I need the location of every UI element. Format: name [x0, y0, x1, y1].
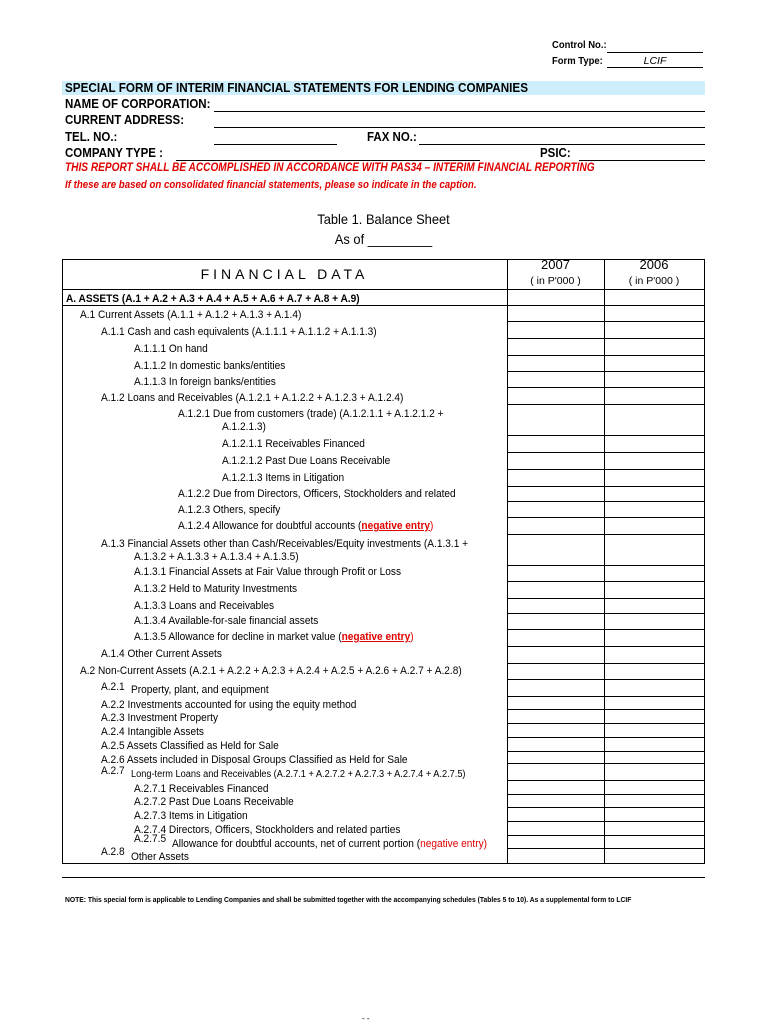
value-row-line [507, 469, 704, 470]
form-type-label: Form Type: [552, 55, 603, 67]
row-due-from-customers: A.1.2.1 Due from customers (trade) (A.1.2.1.1 + A.1.2.1.2 + [178, 408, 444, 420]
row-held-to-maturity: A.1.3.2 Held to Maturity Investments [134, 583, 298, 595]
row-lt-directors: A.2.7.4 Directors, Officers, Stockholders and related parties [134, 824, 401, 836]
value-row-line [507, 486, 704, 487]
row-financial-assets-cont: A.1.3.2 + A.1.3.3 + A.1.3.4 + A.1.3.5) [134, 551, 299, 563]
column-divider [604, 260, 605, 863]
value-row-line [507, 598, 704, 599]
row-due-from-directors: A.1.2.2 Due from Directors, Officers, Stockholders and related [178, 488, 456, 500]
value-row-line [507, 848, 704, 849]
row-lt-allowance-label: Allowance for doubtful accounts, net of current portion ( [172, 838, 421, 850]
row-lt-allowance [172, 838, 487, 850]
negative-entry-close: ) [483, 838, 488, 850]
row-cash: A.1.1 Cash and cash equivalents (A.1.1.1 + A.1.1.2 + A.1.1.3) [101, 326, 377, 338]
value-row-line [507, 338, 704, 339]
column-divider [507, 260, 508, 863]
row-others-specify: A.1.2.3 Others, specify [178, 504, 281, 516]
row-allowance-doubtful-label: A.1.2.4 Allowance for doubtful accounts ( [178, 520, 362, 532]
value-row-line [507, 723, 704, 724]
value-row-line [507, 807, 704, 808]
value-row-line [507, 501, 704, 502]
value-row-line [507, 751, 704, 752]
row-non-current-assets: A.2 Non-Current Assets (A.2.1 + A.2.2 + A.2.3 + A.2.4 + A.2.5 + A.2.6 + A.2.7 + A.2.8) [80, 665, 462, 677]
value-row-line [507, 763, 704, 764]
value-row-line [507, 613, 704, 614]
value-row-line [507, 663, 704, 664]
row-long-term-loans: Long-term Loans and Receivables (A.2.7.1 + A.2.7.2 + A.2.7.3 + A.2.7.4 + A.2.7.5) [131, 769, 466, 780]
negative-entry-note: negative entry [361, 520, 431, 532]
row-other-assets-code: A.2.8 [101, 846, 125, 858]
row-investment-property: A.2.3 Investment Property [101, 712, 218, 724]
row-allowance-doubtful [178, 520, 433, 532]
company-type-field[interactable] [176, 145, 480, 161]
value-row-line [507, 709, 704, 710]
row-lt-litigation: A.2.7.3 Items in Litigation [134, 810, 248, 822]
tel-no-label: TEL. NO.: [65, 130, 118, 144]
row-other-assets: Other Assets [131, 851, 189, 863]
page-number: - - [362, 1014, 370, 1023]
value-row-line [507, 794, 704, 795]
row-intangible-assets: A.2.4 Intangible Assets [101, 726, 204, 738]
value-row-line [507, 565, 704, 566]
row-on-hand: A.1.1.1 On hand [134, 343, 208, 355]
row-held-for-sale: A.2.5 Assets Classified as Held for Sale [101, 740, 279, 752]
value-row-line [507, 371, 704, 372]
value-row-line [507, 404, 704, 405]
form-title: SPECIAL FORM OF INTERIM FINANCIAL STATEMENTS FOR LENDING COMPANIES [62, 81, 705, 95]
row-allowance-decline-label: A.1.3.5 Allowance for decline in market value ( [134, 631, 342, 643]
row-lt-receivables-financed: A.2.7.1 Receivables Financed [134, 783, 269, 795]
value-row-line [507, 517, 704, 518]
negative-entry-note: negative entry [420, 838, 484, 850]
name-of-corporation-field[interactable] [214, 96, 705, 112]
row-loans-and-receivables: A.1.3.3 Loans and Receivables [134, 600, 275, 612]
table-as-of: As of _________ [334, 231, 433, 247]
control-no-label: Control No.: [552, 39, 607, 51]
value-row-line [507, 780, 704, 781]
year-2007-header: 2007 [541, 257, 570, 272]
current-address-label: CURRENT ADDRESS: [65, 113, 185, 127]
value-row-line [507, 534, 704, 535]
value-row-line [507, 835, 704, 836]
row-financial-assets: A.1.3 Financial Assets other than Cash/Receivables/Equity investments (A.1.3.1 + [101, 538, 469, 550]
tel-no-field[interactable] [214, 129, 337, 145]
row-afs: A.1.3.4 Available-for-sale financial assets [134, 615, 319, 627]
header-divider [63, 289, 704, 290]
row-disposal-groups: A.2.6 Assets included in Disposal Groups Classified as Held for Sale [101, 754, 408, 766]
row-long-term-loans-code: A.2.7 [101, 765, 125, 777]
row-past-due-loans: A.1.2.1.2 Past Due Loans Receivable [222, 455, 391, 467]
value-row-line [507, 679, 704, 680]
footer-note: NOTE: This special form is applicable to Lending Companies and shall be submitted together with the accompanying schedules (Tables 5 to 10). As a supplemental form to LCIF [65, 895, 632, 904]
unit-2006: ( in P'000 ) [628, 275, 680, 287]
value-row-line [507, 629, 704, 630]
row-fvtpl: A.1.3.1 Financial Assets at Fair Value through Profit or Loss [134, 566, 402, 578]
psic-label: PSIC: [540, 146, 571, 160]
fax-no-field[interactable] [419, 129, 705, 145]
row-lt-past-due: A.2.7.2 Past Due Loans Receivable [134, 796, 294, 808]
control-no-field[interactable] [607, 40, 703, 53]
footer-divider [62, 877, 705, 878]
value-row-line [507, 452, 704, 453]
row-equity-method: A.2.2 Investments accounted for using the equity method [101, 699, 357, 711]
table-title: Table 1. Balance Sheet [317, 211, 450, 227]
row-lt-allowance-code: A.2.7.5 [134, 833, 167, 845]
year-2006-header: 2006 [639, 257, 669, 272]
row-items-litigation: A.1.2.1.3 Items in Litigation [222, 472, 345, 484]
company-type-label: COMPANY TYPE : [65, 146, 163, 160]
value-row-line [507, 581, 704, 582]
value-row-line [507, 646, 704, 647]
value-row-line [507, 435, 704, 436]
row-domestic-banks: A.1.1.2 In domestic banks/entities [134, 360, 286, 372]
row-divider [62, 305, 705, 306]
value-row-line [507, 321, 704, 322]
current-address-field[interactable] [214, 112, 705, 128]
row-current-assets: A.1 Current Assets (A.1.1 + A.1.2 + A.1.3 + A.1.4) [80, 309, 302, 321]
value-row-line [507, 696, 704, 697]
negative-entry-note: negative entry [341, 631, 411, 643]
row-loans-receivables: A.1.2 Loans and Receivables (A.1.2.1 + A.1.2.2 + A.1.2.3 + A.1.2.4) [101, 392, 404, 404]
pas34-note: THIS REPORT SHALL BE ACCOMPLISHED IN ACCORDANCE WITH PAS34 – INTERIM FINANCIAL REPORTING [65, 162, 595, 174]
negative-entry-close: ) [410, 631, 414, 643]
consolidated-note: If these are based on consolidated financial statements, please so indicate in the caption. [65, 179, 477, 191]
row-receivables-financed: A.1.2.1.1 Receivables Financed [222, 438, 365, 450]
row-ppe-code: A.2.1 [101, 681, 125, 693]
row-other-current-assets: A.1.4 Other Current Assets [101, 648, 222, 660]
row-due-from-customers-cont: A.1.2.1.3) [222, 421, 266, 433]
psic-field[interactable] [579, 145, 705, 161]
value-row-line [507, 821, 704, 822]
fax-no-label: FAX NO.: [367, 130, 417, 144]
name-of-corporation-label: NAME OF CORPORATION: [65, 97, 211, 111]
value-row-line [507, 737, 704, 738]
financial-data-header: FINANCIAL DATA [200, 266, 369, 282]
unit-2007: ( in P'000 ) [530, 275, 581, 287]
form-type-field[interactable]: LCIF [607, 55, 703, 68]
row-ppe: Property, plant, and equipment [131, 684, 269, 696]
row-foreign-banks: A.1.1.3 In foreign banks/entities [134, 376, 276, 388]
negative-entry-close: ) [430, 520, 434, 532]
row-assets: A. ASSETS (A.1 + A.2 + A.3 + A.4 + A.5 + A.6 + A.7 + A.8 + A.9) [66, 293, 360, 305]
value-row-line [507, 387, 704, 388]
row-allowance-decline [134, 631, 414, 643]
value-row-line [507, 355, 704, 356]
